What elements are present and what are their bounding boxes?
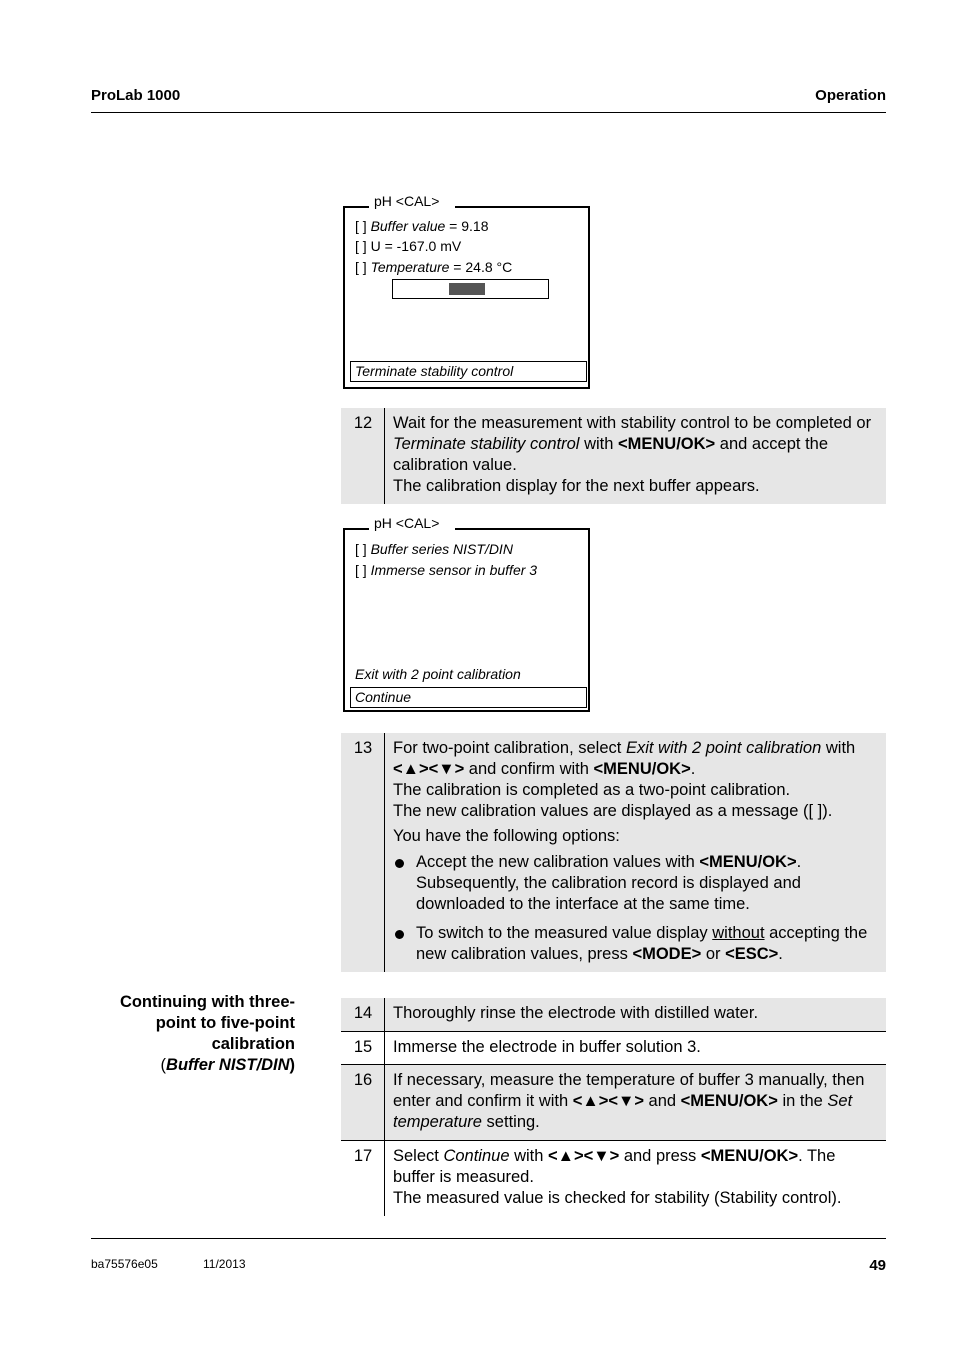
display-line-buffer-series: [ ] Buffer series NIST/DIN	[355, 541, 513, 557]
display-title: pH <CAL>	[369, 193, 455, 209]
step-number: 12	[353, 414, 373, 432]
stability-progress-bar	[392, 279, 549, 299]
menu-item-exit-2-point[interactable]: Exit with 2 point calibration	[355, 666, 521, 682]
column-divider	[384, 1065, 385, 1140]
header-product: ProLab 1000	[91, 87, 181, 104]
option-switch: To switch to the measured value display without accepting the new calibration values, press <MODE> or <ESC>.	[393, 923, 880, 965]
footer-doc-id: ba75576e05	[91, 1257, 158, 1271]
header-section: Operation	[815, 87, 886, 104]
page-number: 49	[869, 1257, 886, 1274]
step-number: 15	[353, 1038, 373, 1056]
step-13	[341, 733, 886, 972]
step-number: 16	[353, 1071, 373, 1089]
column-divider	[384, 1141, 385, 1216]
display-title: pH <CAL>	[369, 515, 455, 531]
sidebar-heading: Continuing with three- point to five-point calibration (Buffer NIST/DIN)	[119, 993, 295, 1074]
display-line-buffer-value: [ ] Buffer value = 9.18	[355, 218, 489, 234]
column-divider	[384, 733, 385, 972]
step-number: 13	[353, 739, 373, 757]
footer-rule	[91, 1238, 886, 1239]
step-15	[341, 1032, 886, 1064]
column-divider	[384, 408, 385, 504]
step-text: Immerse the electrode in buffer solution 3.	[393, 1038, 701, 1056]
menu-item-terminate-stability[interactable]: Terminate stability control	[350, 361, 587, 382]
display-line-voltage: [ ] U = -167.0 mV	[355, 238, 462, 254]
display-calibration-next-buffer	[343, 515, 590, 712]
step-text: Select Continue with <▲><▼> and press <MENU/OK>. The buffer is measured. The measured value is checked for stability (Stability control).	[393, 1147, 842, 1207]
step-17	[341, 1141, 886, 1216]
menu-item-continue[interactable]: Continue	[350, 687, 587, 708]
step-14	[341, 998, 886, 1031]
display-calibration-stability	[343, 193, 590, 389]
display-line-temperature: [ ] Temperature = 24.8 °C	[355, 259, 513, 275]
footer-date: 11/2013	[203, 1257, 246, 1271]
column-divider	[384, 998, 385, 1031]
stability-progress-fill	[449, 283, 485, 295]
column-divider	[384, 1032, 385, 1064]
bullet-icon	[395, 930, 404, 939]
step-text: Thoroughly rinse the electrode with distilled water.	[393, 1004, 759, 1022]
step-text: Wait for the measurement with stability control to be completed or Terminate stability control with <MENU/OK> and accept the calibration value. The calibration display for the next buffer appears.	[393, 414, 872, 495]
step-number: 17	[353, 1147, 373, 1165]
step-text: If necessary, measure the temperature of buffer 3 manually, then enter and confirm it with <▲><▼> and <MENU/OK> in the Set temperature setting.	[393, 1071, 865, 1131]
step-number: 14	[353, 1004, 373, 1022]
header-rule	[91, 112, 886, 113]
option-accept: Accept the new calibration values with <MENU/OK>. Subsequently, the calibration record is displayed and downloaded to the interface at the same time.	[393, 852, 880, 915]
display-line-immerse: [ ] Immerse sensor in buffer 3	[355, 562, 538, 578]
bullet-icon	[395, 859, 404, 868]
step-12	[341, 408, 886, 504]
step-16	[341, 1065, 886, 1140]
step-text: For two-point calibration, select Exit with 2 point calibration with <▲><▼> and confirm with <MENU/OK>. The calibration is completed as a two-point calibration. The new calibration values are displayed as a message ([ ]). You have the following options: Accept the new calibration values with <MENU/OK>. Subsequently, the calibration record is displayed and downloaded to the interface at the same time. To switch to the measured value display without accepting the new calibration values, press <MODE> or <ESC>.	[393, 738, 880, 965]
